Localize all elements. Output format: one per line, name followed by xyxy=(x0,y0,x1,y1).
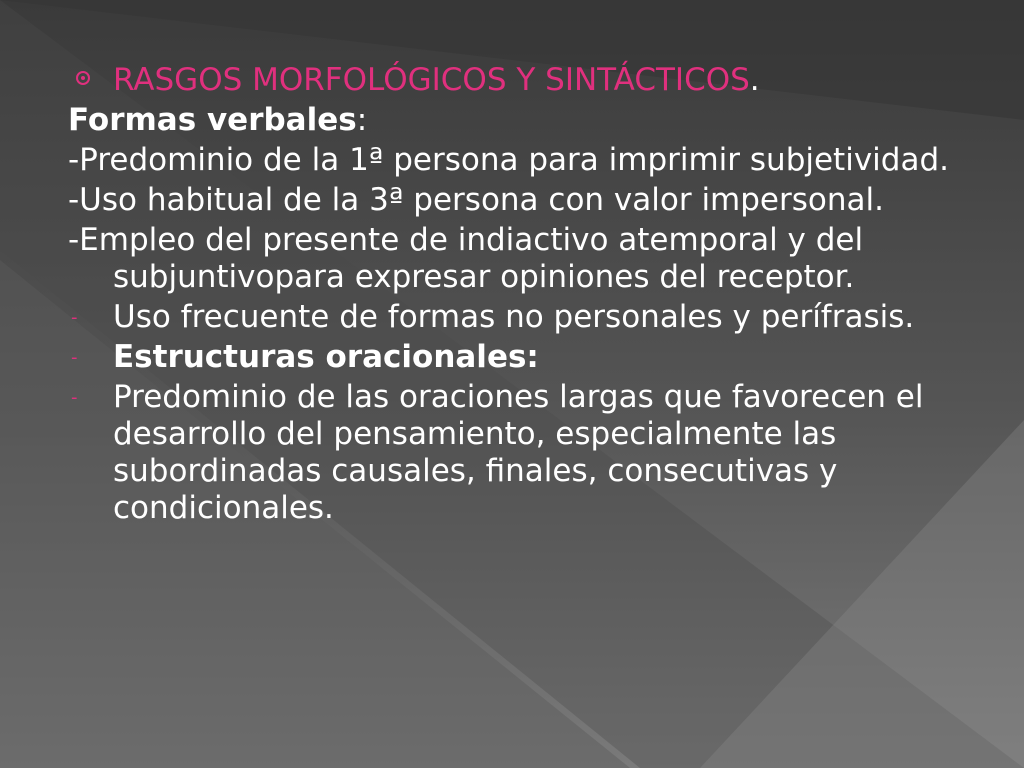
dash-list-item xyxy=(68,299,968,336)
formas-verbales-colon: : xyxy=(356,102,368,138)
heading-text: RASGOS MORFOLÓGICOS Y SINTÁCTICOS xyxy=(113,62,750,98)
dash-marker: - xyxy=(71,307,78,328)
slide-content xyxy=(68,62,968,527)
dash-item-text: Estructuras oracionales: xyxy=(113,339,539,375)
circle-dot-icon xyxy=(76,71,90,85)
dash-item-text: Uso frecuente de formas no personales y perífrasis. xyxy=(113,299,915,335)
formas-verbales-text: Formas verbales xyxy=(68,102,357,138)
dash-item-text: Predominio de las oraciones largas que favorecen el desarrollo del pensamiento, especialmente las subordinadas causales, finales, consecutivas y condicionales. xyxy=(113,379,924,526)
dash-list-item xyxy=(68,379,968,527)
list-item: -Empleo del presente de indiactivo atemporal y del subjuntivopara expresar opiniones del receptor. xyxy=(68,222,864,295)
dash-marker: - xyxy=(71,347,78,368)
dash-list-item xyxy=(68,339,968,376)
dash-marker: - xyxy=(71,387,78,408)
list-item: -Uso habitual de la 3ª persona con valor impersonal. xyxy=(68,182,884,218)
formas-verbales-label xyxy=(68,102,968,139)
list-item: -Predominio de la 1ª persona para imprimir subjetividad. xyxy=(68,142,949,178)
section-heading xyxy=(68,62,968,99)
heading-period: . xyxy=(749,62,760,98)
